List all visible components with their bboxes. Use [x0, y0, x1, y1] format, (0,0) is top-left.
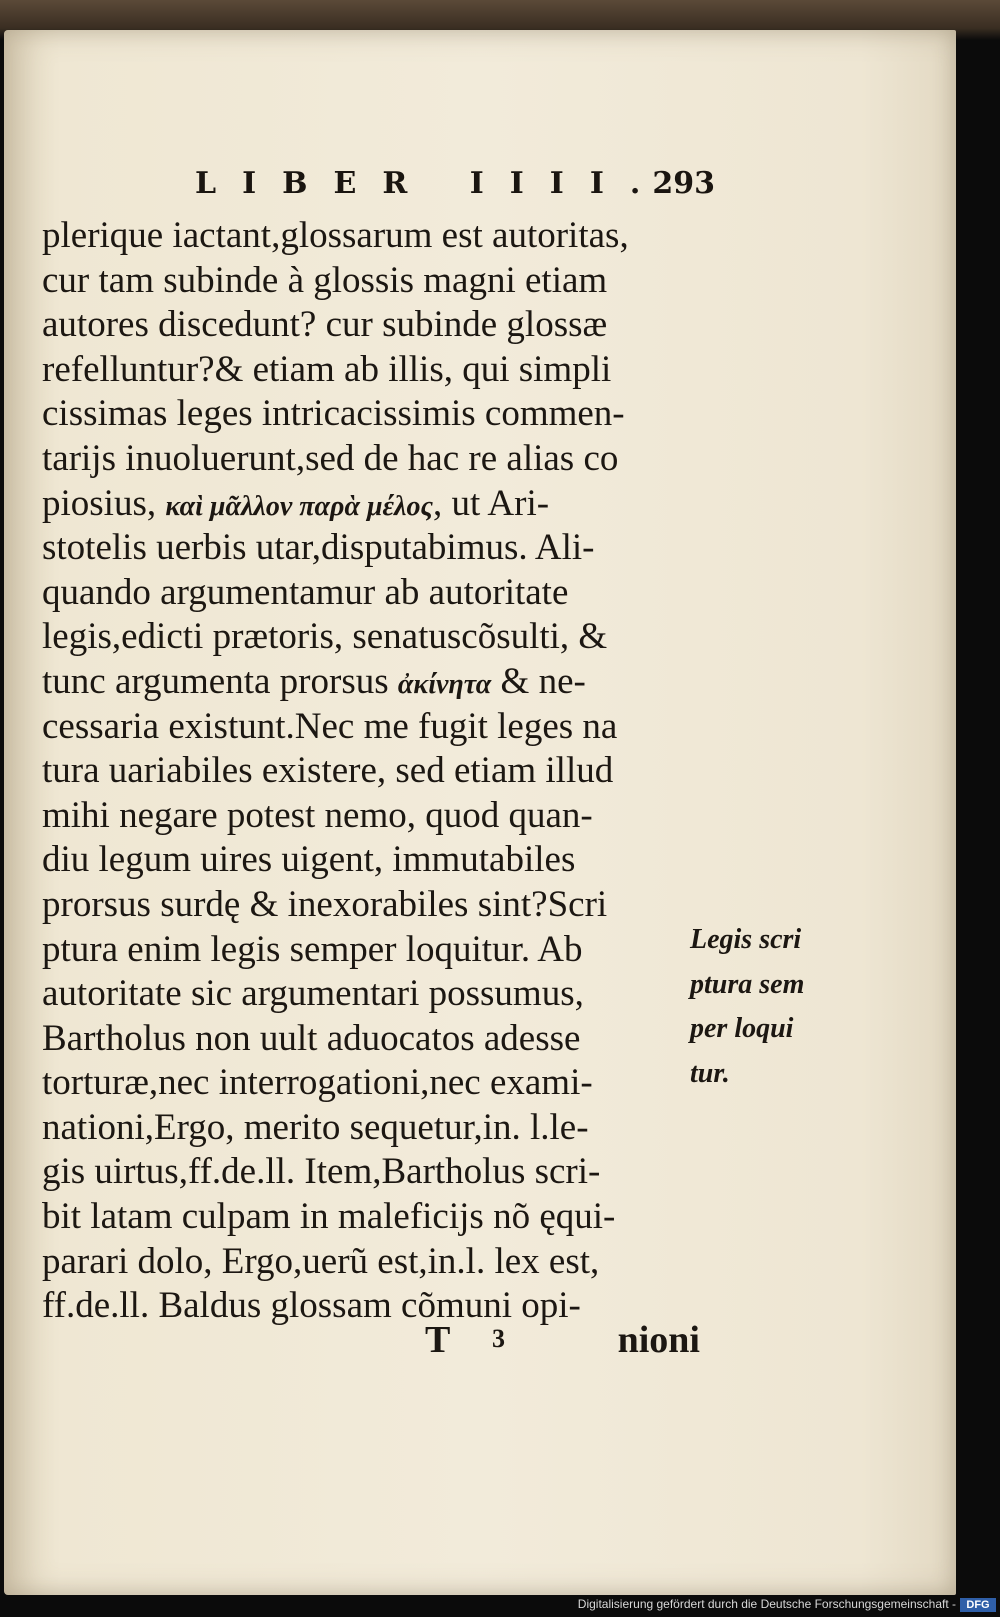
text-line: ff.de.ll. Baldus glossam cõmuni opi-	[42, 1285, 581, 1327]
text-line: torturæ,nec interrogationi,nec exami-	[42, 1062, 593, 1104]
text-line: tura uariabiles existere, sed etiam illud	[42, 750, 614, 792]
text-segment: piosius,	[42, 482, 157, 524]
text-line: autores discedunt? cur subinde glossæ	[42, 304, 608, 346]
page-footer	[420, 1318, 720, 1368]
text-line: parari dolo, Ergo,uerũ est,in.l. lex est,	[42, 1240, 600, 1282]
text-line: bit latam culpam in maleficijs nõ ęqui-	[42, 1196, 616, 1238]
dfg-logo-icon: DFG	[960, 1598, 996, 1612]
signature-number: 3	[492, 1324, 505, 1353]
text-line: autoritate sic argumentari possumus,	[42, 973, 584, 1015]
margin-note-line: Legis scri	[690, 924, 802, 955]
text-line: gis uirtus,ff.de.ll. Item,Bartholus scri-	[42, 1151, 601, 1193]
text-line: quando argumentamur ab autoritate	[42, 571, 569, 613]
margin-note	[690, 918, 830, 1096]
margin-note-line: tur.	[690, 1057, 730, 1089]
text-line: prorsus surdę & inexorabiles sint?Scri	[42, 883, 608, 925]
text-line: legis,edicti prætoris, senatuscõsulti, &	[42, 616, 608, 658]
running-title: LIBER IIII.	[195, 166, 667, 201]
text-line: cessaria existunt.Nec me fugit leges na	[42, 705, 618, 747]
text-line: Bartholus non uult aduocatos adesse	[42, 1017, 581, 1059]
margin-note-line: ptura sem	[690, 968, 805, 1000]
text-line: cissimas leges intricacissimis commen-	[42, 393, 625, 435]
text-segment: , ut Ari-	[432, 482, 550, 524]
text-line: ptura enim legis semper loquitur. Ab	[42, 928, 583, 970]
page-header	[195, 166, 715, 206]
text-line: mihi negare potest nemo, quod quan-	[42, 794, 593, 836]
text-line: nationi,Ergo, merito sequetur,in. l.le-	[42, 1106, 589, 1148]
greek-word: ἀκίνητα	[397, 668, 492, 700]
text-line-with-greek	[42, 660, 722, 705]
greek-phrase: καὶ μᾶλλον παρὰ μέλος	[165, 490, 433, 522]
text-line: stotelis uerbis utar,disputabimus. Ali-	[42, 527, 595, 569]
margin-note-line: per loqui	[690, 1013, 794, 1045]
text-line: plerique iactant,glossarum est autoritas,	[42, 215, 629, 256]
folio-number: 293	[652, 166, 715, 201]
main-text	[42, 214, 722, 1329]
text-line-with-greek	[42, 482, 722, 527]
signature-mark: T	[425, 1319, 451, 1361]
text-line: cur tam subinde à glossis magni etiam	[42, 259, 608, 301]
text-line: refelluntur?& etiam ab illis, qui simpli	[42, 348, 612, 390]
digitization-credit: Digitalisierung gefördert durch die Deutsche Forschungsgemeinschaft -	[577, 1597, 956, 1611]
text-line: diu legum uires uigent, immutabiles	[42, 839, 576, 881]
text-segment: & ne-	[500, 660, 586, 702]
catchword: nioni	[617, 1319, 700, 1361]
text-segment: tunc argumenta prorsus	[42, 660, 389, 702]
text-line: tarijs inuoluerunt,sed de hac re alias co	[42, 437, 619, 479]
